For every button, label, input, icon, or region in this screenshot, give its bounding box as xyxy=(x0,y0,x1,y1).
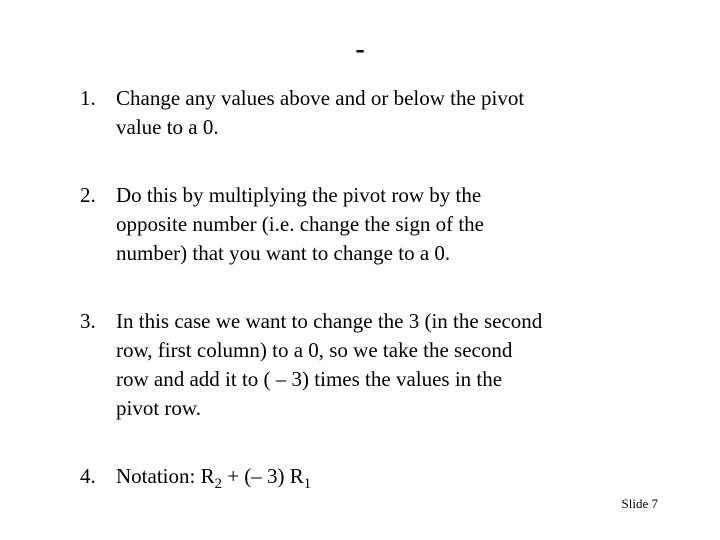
item-text-line: opposite number (i.e. change the sign of the xyxy=(116,212,484,236)
list-item-2 xyxy=(80,181,640,268)
list-item-1 xyxy=(80,84,640,142)
item-text-line: pivot row. xyxy=(116,396,201,420)
notation-prefix: Notation: R xyxy=(116,464,215,488)
row-subscript-2: 2 xyxy=(214,476,222,493)
item-text-line: In this case we want to change the 3 (in the second xyxy=(116,309,543,333)
item-text-line: row, first column) to a 0, so we take the second xyxy=(116,338,513,362)
list-item-3 xyxy=(80,307,640,423)
item-text-line: value to a 0. xyxy=(116,115,219,139)
item-text-line: Do this by multiplying the pivot row by the xyxy=(116,183,482,207)
item-text-line: Change any values above and or below the pivot xyxy=(116,86,525,110)
item-number: 3. xyxy=(80,309,96,333)
item-number: 1. xyxy=(80,86,96,110)
notation-middle: + (– 3) R xyxy=(221,464,304,488)
slide-title: - xyxy=(355,34,365,65)
item-text-line: number) that you want to change to a 0. xyxy=(116,241,451,265)
row-subscript-1: 1 xyxy=(303,476,312,493)
item-number: 2. xyxy=(80,183,96,207)
slide-number: Slide 7 xyxy=(621,496,658,511)
notation-formula xyxy=(116,462,640,491)
list-item-4 xyxy=(80,462,640,491)
item-text-line: row and add it to ( – 3) times the values in the xyxy=(116,367,503,391)
item-number: 4. xyxy=(80,464,96,488)
